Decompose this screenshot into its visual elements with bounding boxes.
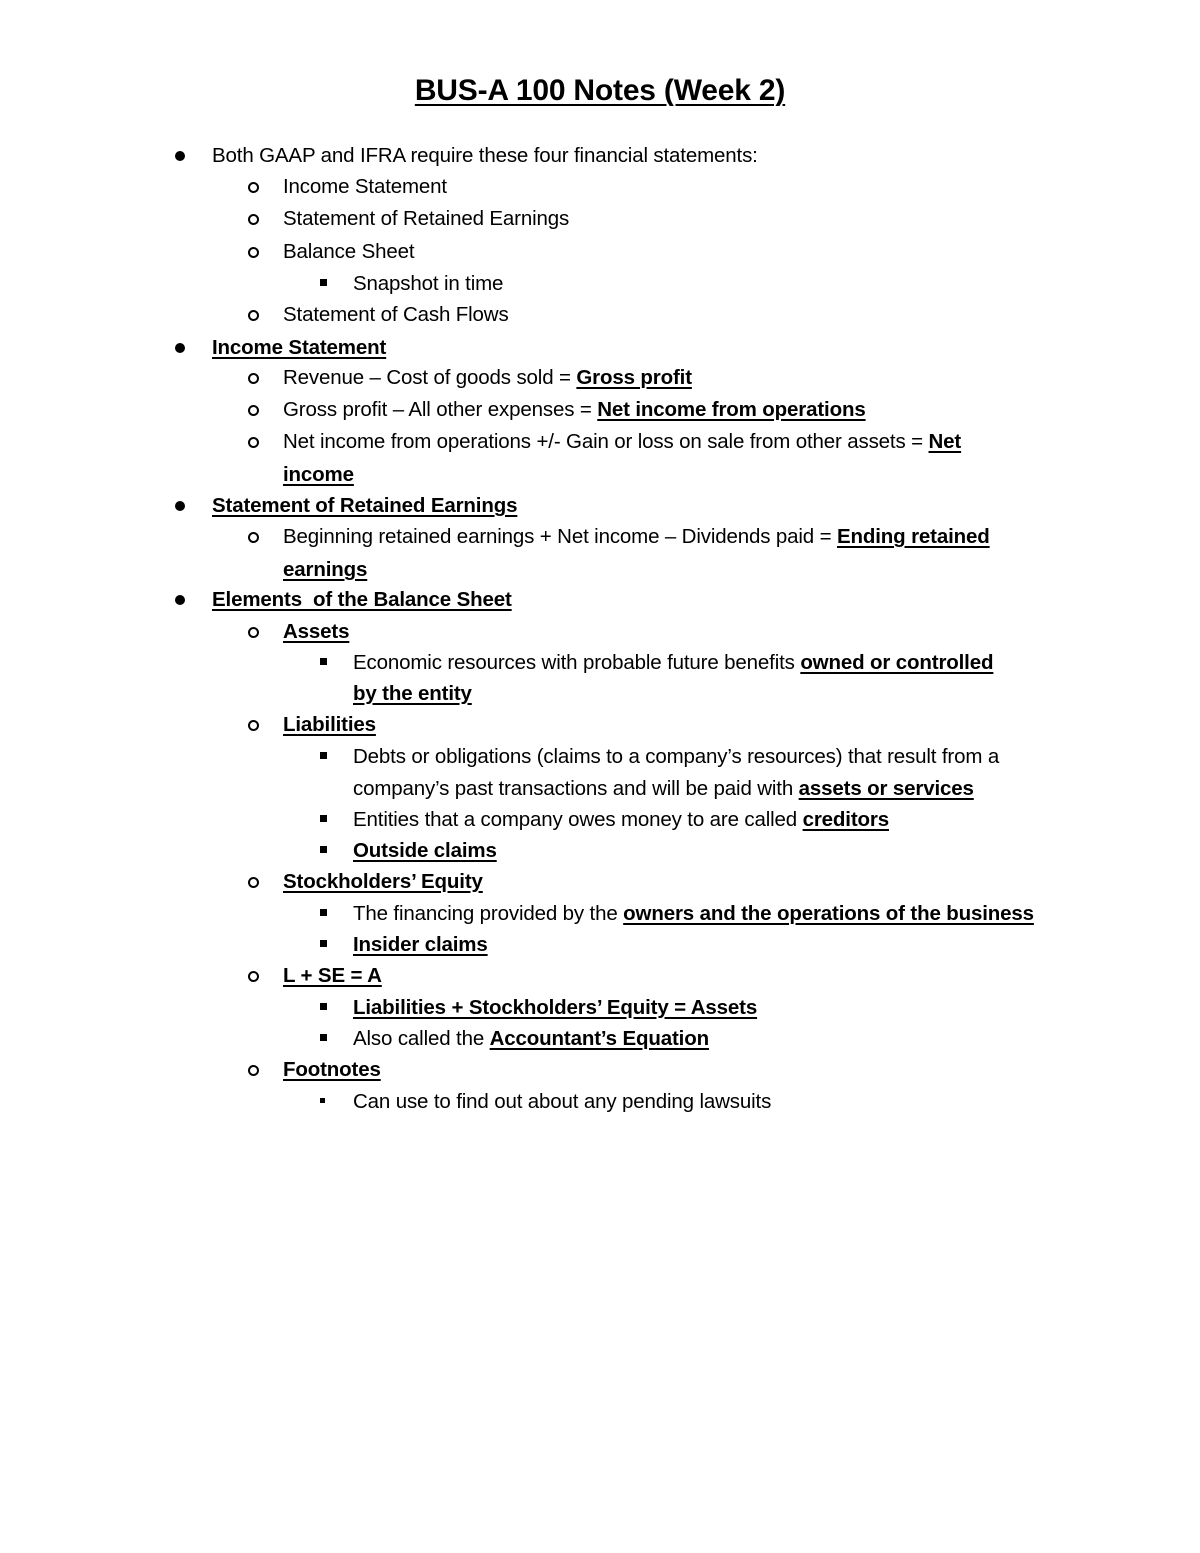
- income-line-net-income-wrap: [283, 463, 354, 487]
- income-line-net-operations: [283, 398, 866, 422]
- income-statement-heading: [212, 336, 386, 360]
- balance-sheet-sub: Snapshot in time: [353, 272, 504, 295]
- retained-line-term-b: earnings: [283, 558, 368, 581]
- balance-sheet-heading-text: Elements of the Balance Sheet: [212, 588, 512, 611]
- liabilities-line-4-term: Outside claims: [353, 839, 497, 862]
- bullet-square-small: [320, 1098, 325, 1103]
- footnotes-heading: [283, 1058, 381, 1082]
- bullet-square: [320, 279, 327, 286]
- equation-heading: [283, 964, 382, 988]
- equity-line-2: [353, 933, 488, 957]
- bullet-square: [320, 752, 327, 759]
- bullet-square: [320, 1034, 327, 1041]
- intro-item-cash-flows: Statement of Cash Flows: [283, 303, 509, 326]
- liabilities-line-3: [353, 808, 889, 832]
- income-line-net-income: [283, 430, 961, 454]
- assets-term-a: owned or controlled: [800, 651, 994, 674]
- bullet-circle: [248, 877, 259, 888]
- page-title: BUS-A 100 Notes (Week 2): [414, 74, 786, 107]
- bullet-square: [320, 658, 327, 665]
- bullet-square: [320, 815, 327, 822]
- bullet-square: [320, 940, 327, 947]
- bullet-circle: [248, 247, 259, 258]
- equation-heading-text: L + SE = A: [283, 964, 382, 987]
- assets-definition: [353, 651, 993, 675]
- equation-line-1-term: Liabilities + Stockholders’ Equity = Assets: [353, 996, 758, 1019]
- income-line-gross-profit: [283, 366, 692, 390]
- retained-line-text: Beginning retained earnings + Net income – Dividends paid =: [283, 525, 837, 548]
- income-statement-heading-text: Income Statement: [212, 336, 387, 359]
- assets-term-b: by the entity: [353, 682, 472, 705]
- liabilities-heading-text: Liabilities: [283, 713, 376, 736]
- bullet-circle: [248, 720, 259, 731]
- assets-text: Economic resources with probable future benefits: [353, 651, 801, 674]
- intro-item-retained-earnings: Statement of Retained Earnings: [283, 207, 570, 230]
- income-line-2-term: Net income from operations: [597, 398, 866, 421]
- liabilities-line-4: [353, 839, 497, 863]
- income-line-2-text: Gross profit – All other expenses =: [283, 398, 598, 421]
- equity-line-1-text: The financing provided by the: [353, 902, 624, 925]
- bullet-circle: [248, 214, 259, 225]
- intro-item-balance-sheet: Balance Sheet: [283, 240, 415, 263]
- equation-line-2: [353, 1027, 709, 1051]
- bullet-square: [320, 1003, 327, 1010]
- bullet-disc: [175, 343, 185, 353]
- bullet-circle: [248, 971, 259, 982]
- assets-heading-text: Assets: [283, 620, 350, 643]
- footnotes-heading-text: Footnotes: [283, 1058, 381, 1081]
- liabilities-line-3-text: Entities that a company owes money to are called: [353, 808, 803, 831]
- equity-heading-text: Stockholders’ Equity: [283, 870, 483, 893]
- income-line-3-term-b: income: [283, 463, 354, 486]
- liabilities-line-2: [353, 777, 974, 801]
- retained-earnings-heading-text: Statement of Retained Earnings: [212, 494, 518, 517]
- assets-heading: [283, 620, 349, 644]
- bullet-circle: [248, 405, 259, 416]
- bullet-circle: [248, 310, 259, 321]
- balance-sheet-heading: [212, 588, 512, 612]
- bullet-circle: [248, 532, 259, 543]
- footnotes-line-1: Can use to find out about any pending lawsuits: [353, 1090, 772, 1113]
- income-line-1-term: Gross profit: [576, 366, 692, 389]
- bullet-circle: [248, 182, 259, 193]
- bullet-square: [320, 846, 327, 853]
- equity-line-1: [353, 902, 1034, 926]
- bullet-circle: [248, 373, 259, 384]
- equation-line-1: [353, 996, 757, 1020]
- income-line-3-text: Net income from operations +/- Gain or loss on sale from other assets =: [283, 430, 929, 453]
- bullet-disc: [175, 151, 185, 161]
- bullet-disc: [175, 501, 185, 511]
- assets-definition-wrap: [353, 682, 472, 706]
- liabilities-heading: [283, 713, 376, 737]
- retained-earnings-heading: [212, 494, 517, 518]
- retained-line-term-a: Ending retained: [836, 525, 990, 548]
- equity-line-1-term: owners and the operations of the business: [623, 902, 1034, 925]
- retained-earnings-line-wrap: [283, 558, 367, 582]
- equity-line-2-term: Insider claims: [353, 933, 488, 956]
- liabilities-line-2-term: assets or services: [798, 777, 974, 800]
- bullet-circle: [248, 627, 259, 638]
- bullet-disc: [175, 595, 185, 605]
- income-line-1-text: Revenue – Cost of goods sold =: [283, 366, 577, 389]
- income-line-3-term-a: Net: [928, 430, 962, 453]
- intro-text: Both GAAP and IFRA require these four financial statements:: [212, 144, 758, 167]
- liabilities-line-1: Debts or obligations (claims to a company’s resources) that result from a: [353, 745, 1000, 768]
- equation-line-2-term: Accountant’s Equation: [489, 1027, 709, 1050]
- liabilities-line-2-text: company’s past transactions and will be paid with: [353, 777, 799, 800]
- liabilities-line-3-term: creditors: [802, 808, 889, 831]
- bullet-square: [320, 909, 327, 916]
- bullet-circle: [248, 437, 259, 448]
- bullet-circle: [248, 1065, 259, 1076]
- equation-line-2-text: Also called the: [353, 1027, 490, 1050]
- retained-earnings-line: [283, 525, 990, 549]
- equity-heading: [283, 870, 483, 894]
- intro-item-income-statement: Income Statement: [283, 175, 447, 198]
